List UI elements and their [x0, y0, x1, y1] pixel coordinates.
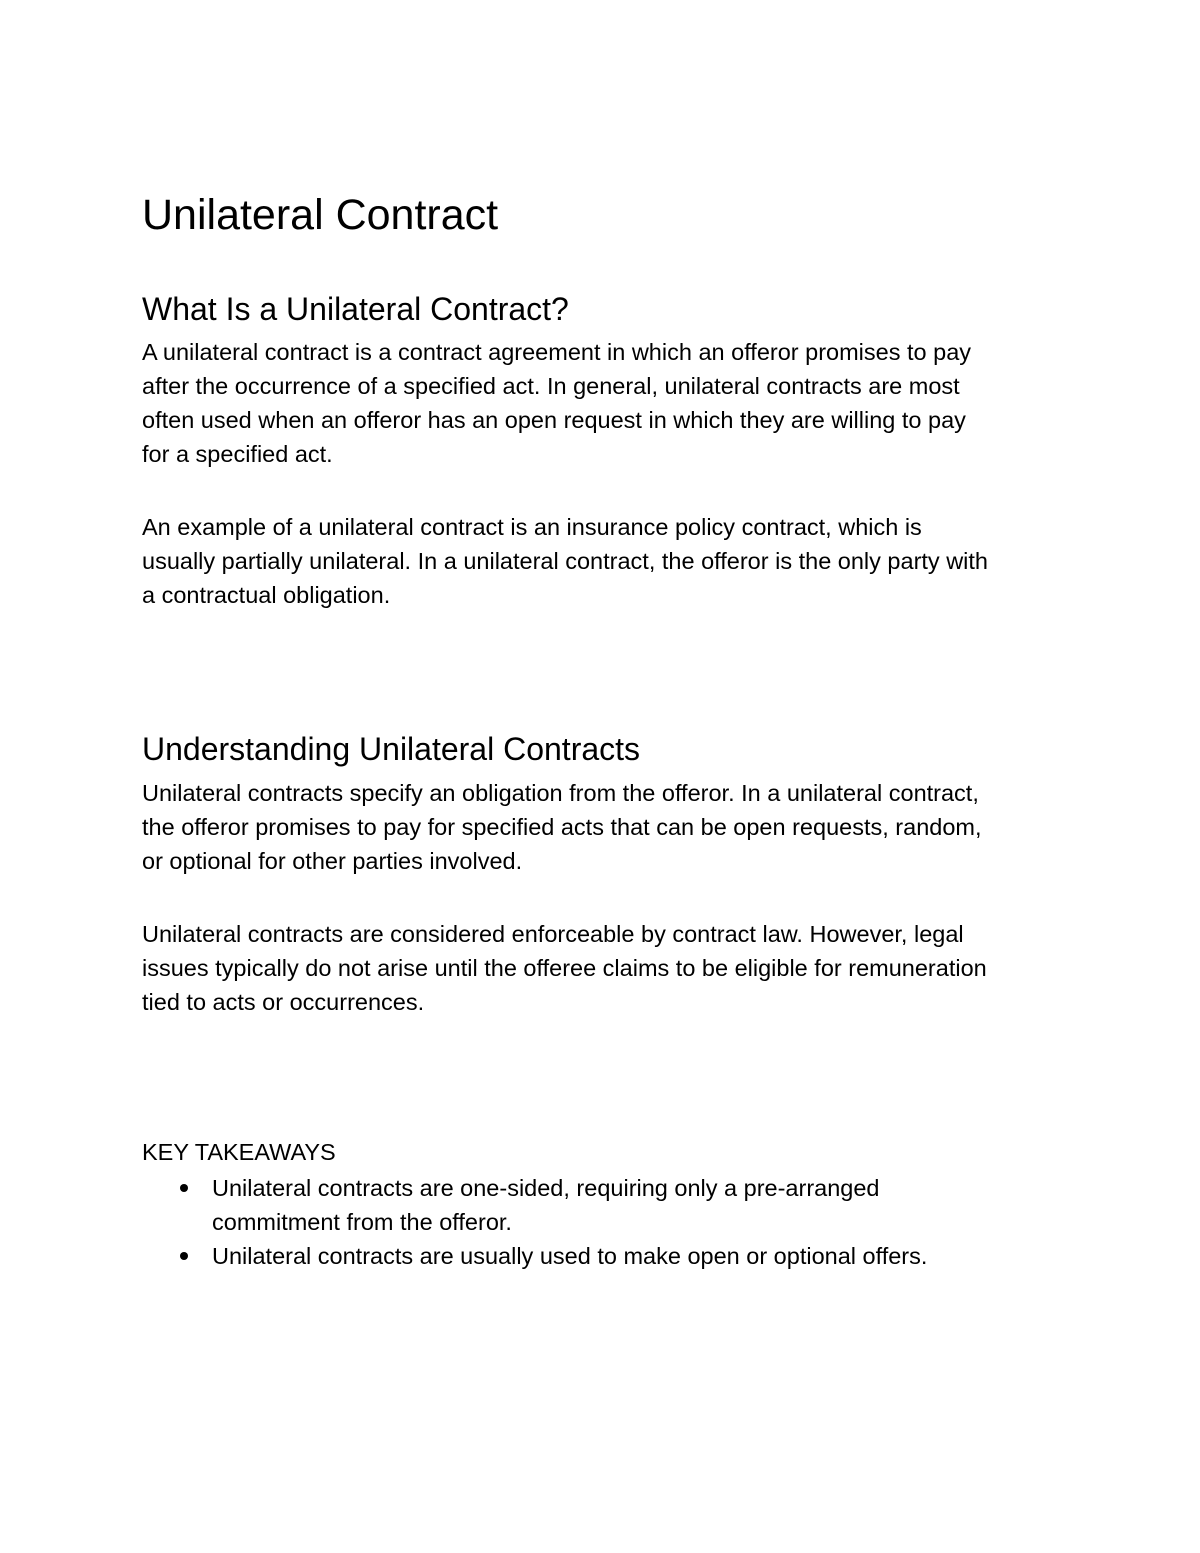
text-line: issues typically do not arise until the offeree claims to be eligible for remuneration: [142, 955, 987, 981]
list-item: [142, 1239, 1072, 1273]
text-line: a contractual obligation.: [142, 582, 391, 608]
key-takeaways-list: [142, 1171, 1072, 1273]
text-line: Unilateral contracts are one-sided, requiring only a pre-arranged: [212, 1175, 880, 1201]
text-line: the offeror promises to pay for specified acts that can be open requests, random,: [142, 814, 982, 840]
text-line: An example of a unilateral contract is an insurance policy contract, which is: [142, 514, 922, 540]
paragraph-enforceable: [142, 917, 1072, 1019]
text-line: Unilateral contracts specify an obligation from the offeror. In a unilateral contract,: [142, 780, 979, 806]
text-line: after the occurrence of a specified act. In general, unilateral contracts are most: [142, 373, 960, 399]
text-line: or optional for other parties involved.: [142, 848, 523, 874]
text-line: commitment from the offeror.: [212, 1209, 512, 1235]
section-heading-understanding: Understanding Unilateral Contracts: [142, 731, 641, 767]
section-heading-what-is: What Is a Unilateral Contract?: [142, 291, 569, 327]
paragraph-example: [142, 510, 1072, 612]
text-line: tied to acts or occurrences.: [142, 989, 425, 1015]
key-takeaways-label: KEY TAKEAWAYS: [142, 1139, 336, 1165]
bullet-icon: [180, 1184, 188, 1192]
list-item: [142, 1171, 1072, 1239]
text-line: for a specified act.: [142, 441, 333, 467]
paragraph-definition: [142, 335, 1072, 471]
text-line: A unilateral contract is a contract agreement in which an offeror promises to pay: [142, 339, 972, 365]
text-line: usually partially unilateral. In a unilateral contract, the offeror is the only party with: [142, 548, 988, 574]
text-line: Unilateral contracts are considered enforceable by contract law. However, legal: [142, 921, 964, 947]
paragraph-obligation: [142, 776, 1072, 878]
bullet-icon: [180, 1252, 188, 1260]
text-line: often used when an offeror has an open request in which they are willing to pay: [142, 407, 966, 433]
text-line: Unilateral contracts are usually used to make open or optional offers.: [212, 1243, 928, 1269]
document-title: Unilateral Contract: [142, 191, 499, 239]
